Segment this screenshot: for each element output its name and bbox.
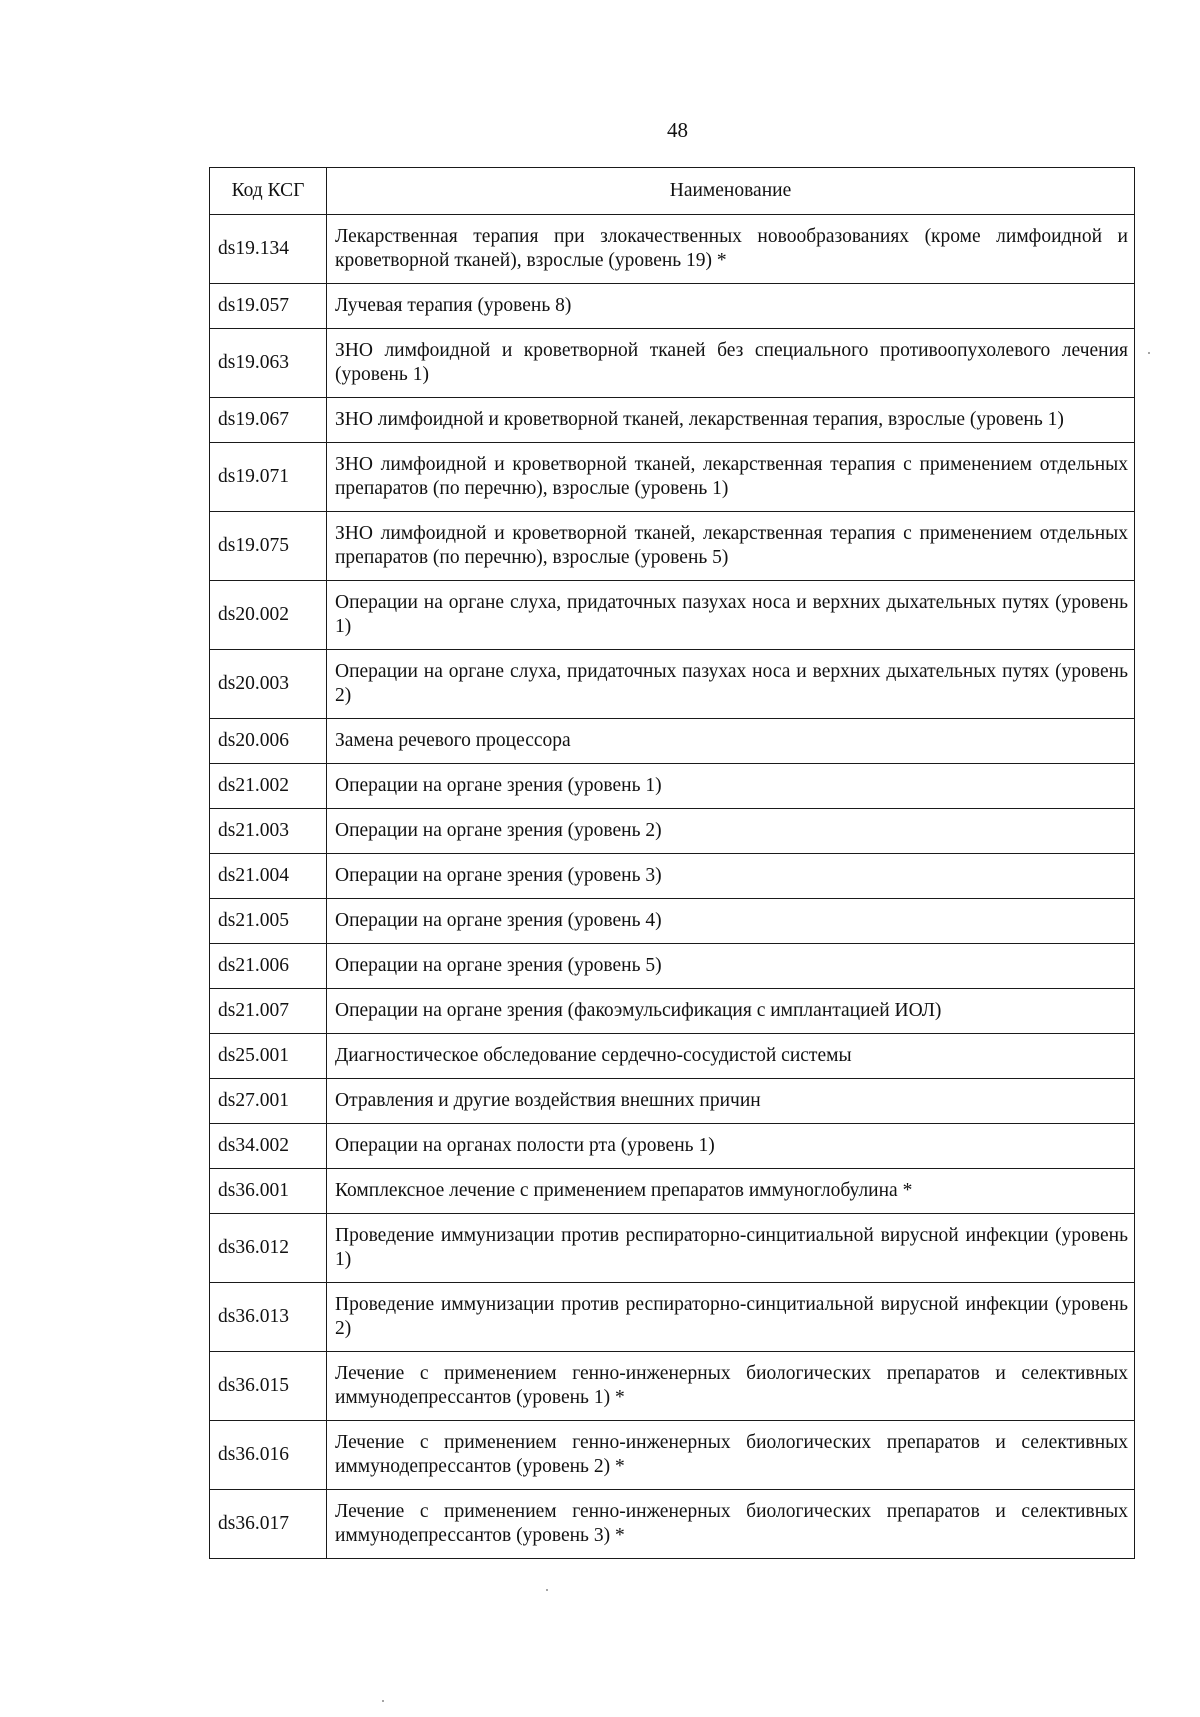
table-row	[210, 329, 1135, 398]
ksg-name-cell: Отравления и другие воздействия внешних причин	[327, 1079, 1135, 1124]
ksg-name-cell: Проведение иммунизации против респираторно-синцитиальной вирусной инфекции (уровень 1)	[327, 1214, 1135, 1283]
ksg-name-cell: Комплексное лечение с применением препаратов иммуноглобулина *	[327, 1169, 1135, 1214]
ksg-name-cell: Операции на органе зрения (уровень 2)	[327, 809, 1135, 854]
ksg-code-cell: ds36.016	[210, 1421, 327, 1490]
ksg-code-cell: ds19.134	[210, 215, 327, 284]
header-code: Код КСГ	[210, 168, 327, 215]
ksg-code-cell: ds34.002	[210, 1124, 327, 1169]
ksg-name-cell: ЗНО лимфоидной и кроветворной тканей, лекарственная терапия с применением отдельных препаратов (по перечню), взрослые (уровень 5)	[327, 512, 1135, 581]
table-row	[210, 1283, 1135, 1352]
ksg-code-cell: ds19.063	[210, 329, 327, 398]
table-row	[210, 443, 1135, 512]
table-row	[210, 1214, 1135, 1283]
ksg-name-cell: Операции на органе зрения (уровень 1)	[327, 764, 1135, 809]
ksg-name-cell: Лекарственная терапия при злокачественных новообразованиях (кроме лимфоидной и кроветворной тканей), взрослые (уровень 19) *	[327, 215, 1135, 284]
scan-speck	[546, 1589, 548, 1591]
ksg-name-cell: Операции на органе зрения (уровень 3)	[327, 854, 1135, 899]
table-row	[210, 944, 1135, 989]
ksg-code-cell: ds19.071	[210, 443, 327, 512]
ksg-code-cell: ds36.001	[210, 1169, 327, 1214]
ksg-code-cell: ds21.004	[210, 854, 327, 899]
ksg-name-cell: Лечение с применением генно-инженерных биологических препаратов и селективных иммунодепрессантов (уровень 1) *	[327, 1352, 1135, 1421]
ksg-code-cell: ds36.017	[210, 1490, 327, 1559]
table-row	[210, 1421, 1135, 1490]
ksg-name-cell: Лучевая терапия (уровень 8)	[327, 284, 1135, 329]
table-row	[210, 1169, 1135, 1214]
table-body	[210, 215, 1135, 1559]
table-row	[210, 854, 1135, 899]
ksg-code-cell: ds20.003	[210, 650, 327, 719]
ksg-code-cell: ds21.007	[210, 989, 327, 1034]
scan-speck	[1148, 352, 1150, 354]
table-header-row	[210, 168, 1135, 215]
header-name: Наименование	[327, 168, 1135, 215]
ksg-code-cell: ds27.001	[210, 1079, 327, 1124]
table-row	[210, 764, 1135, 809]
ksg-code-cell: ds20.002	[210, 581, 327, 650]
table-row	[210, 719, 1135, 764]
table-row	[210, 512, 1135, 581]
ksg-name-cell: ЗНО лимфоидной и кроветворной тканей, лекарственная терапия с применением отдельных препаратов (по перечню), взрослые (уровень 1)	[327, 443, 1135, 512]
ksg-name-cell: Проведение иммунизации против респираторно-синцитиальной вирусной инфекции (уровень 2)	[327, 1283, 1135, 1352]
ksg-name-cell: ЗНО лимфоидной и кроветворной тканей без специального противоопухолевого лечения (уровень 1)	[327, 329, 1135, 398]
ksg-code-cell: ds19.075	[210, 512, 327, 581]
ksg-name-cell: Операции на органе зрения (уровень 4)	[327, 899, 1135, 944]
table-row	[210, 284, 1135, 329]
ksg-name-cell: Операции на органе слуха, придаточных пазухах носа и верхних дыхательных путях (уровень 1)	[327, 581, 1135, 650]
ksg-name-cell: Операции на органе слуха, придаточных пазухах носа и верхних дыхательных путях (уровень 2)	[327, 650, 1135, 719]
table-row	[210, 398, 1135, 443]
ksg-code-cell: ds21.005	[210, 899, 327, 944]
table-row	[210, 1352, 1135, 1421]
table-row	[210, 1124, 1135, 1169]
ksg-code-cell: ds21.006	[210, 944, 327, 989]
ksg-code-cell: ds19.067	[210, 398, 327, 443]
ksg-name-cell: Операции на органе зрения (факоэмульсификация с имплантацией ИОЛ)	[327, 989, 1135, 1034]
ksg-name-cell: Замена речевого процессора	[327, 719, 1135, 764]
table-row	[210, 989, 1135, 1034]
table-row	[210, 581, 1135, 650]
ksg-name-cell: ЗНО лимфоидной и кроветворной тканей, лекарственная терапия, взрослые (уровень 1)	[327, 398, 1135, 443]
ksg-code-cell: ds36.012	[210, 1214, 327, 1283]
ksg-code-cell: ds25.001	[210, 1034, 327, 1079]
ksg-code-cell: ds20.006	[210, 719, 327, 764]
ksg-code-cell: ds19.057	[210, 284, 327, 329]
page-number: 48	[667, 118, 688, 142]
table-row	[210, 215, 1135, 284]
table-row	[210, 1490, 1135, 1559]
ksg-name-cell: Операции на органе зрения (уровень 5)	[327, 944, 1135, 989]
table-row	[210, 650, 1135, 719]
ksg-code-cell: ds21.003	[210, 809, 327, 854]
table-row	[210, 809, 1135, 854]
table-row	[210, 1079, 1135, 1124]
ksg-table	[209, 167, 1135, 1559]
ksg-name-cell: Лечение с применением генно-инженерных биологических препаратов и селективных иммунодепрессантов (уровень 3) *	[327, 1490, 1135, 1559]
ksg-name-cell: Лечение с применением генно-инженерных биологических препаратов и селективных иммунодепрессантов (уровень 2) *	[327, 1421, 1135, 1490]
ksg-name-cell: Диагностическое обследование сердечно-сосудистой системы	[327, 1034, 1135, 1079]
table-row	[210, 1034, 1135, 1079]
scan-speck	[382, 1700, 384, 1702]
ksg-name-cell: Операции на органах полости рта (уровень 1)	[327, 1124, 1135, 1169]
ksg-code-cell: ds36.013	[210, 1283, 327, 1352]
ksg-code-cell: ds36.015	[210, 1352, 327, 1421]
ksg-code-cell: ds21.002	[210, 764, 327, 809]
table-row	[210, 899, 1135, 944]
